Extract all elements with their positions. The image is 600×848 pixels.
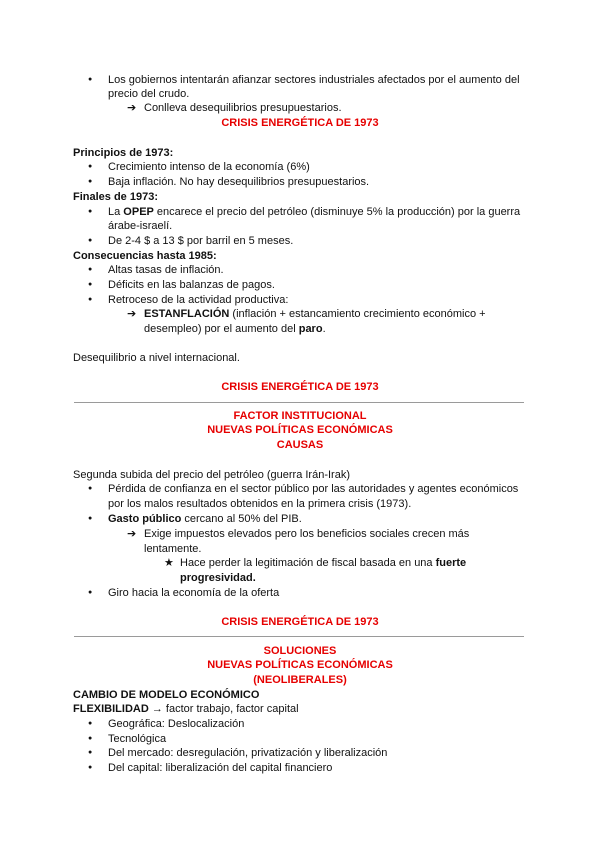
- text: → factor trabajo, factor capital: [148, 703, 299, 715]
- list-item: ● De 2-4 $ a 13 $ por barril en 5 meses.: [108, 234, 293, 248]
- text: .: [322, 323, 326, 335]
- arrow-icon: ➔: [127, 308, 137, 320]
- list-item: ● Pérdida de confianza en el sector público por las autoridades y agentes económicos: [108, 482, 518, 496]
- text: desempleo) por el aumento del: [144, 323, 299, 335]
- list-item-continuation: por los malos resultados obtenidos en la primera crisis (1973).: [108, 498, 412, 510]
- arrow-item-continuation: [144, 322, 326, 336]
- list-item: ● Retroceso de la actividad productiva:: [108, 293, 288, 307]
- list-item-continuation: precio del crudo.: [108, 88, 190, 100]
- paro-text: paro: [298, 323, 323, 335]
- list-item: ● Baja inflación. No hay desequilibrios presupuestarios.: [108, 175, 369, 189]
- estanflacion-text: ESTANFLACIÓN: [144, 308, 230, 320]
- paragraph: Segunda subida del precio del petróleo (guerra Irán-Irak): [73, 469, 350, 481]
- list-item: ● Tecnológica: [108, 732, 166, 746]
- opep-text: OPEP: [123, 206, 154, 218]
- section-title: CRISIS ENERGÉTICA DE 1973: [221, 381, 379, 393]
- star-item-continuation: progresividad.: [180, 572, 256, 584]
- principios-heading: Principios de 1973:: [73, 147, 174, 159]
- text: Hace perder la legitimación de fiscal basada en una: [180, 557, 436, 569]
- list-item: ● Del mercado: desregulación, privatización y liberalización: [108, 746, 387, 760]
- section-title: CRISIS ENERGÉTICA DE 1973: [221, 117, 379, 129]
- subtitle: CAUSAS: [276, 439, 324, 451]
- fuerte-text: fuerte: [435, 557, 467, 569]
- arrow-item-text: Exige impuestos elevados pero los beneficios sociales crecen más: [144, 528, 470, 540]
- subtitle: (NEOLIBERALES): [253, 674, 347, 686]
- subtitle: SOLUCIONES: [263, 645, 337, 657]
- section-title: CRISIS ENERGÉTICA DE 1973: [221, 616, 379, 628]
- star-icon: ★: [164, 557, 174, 569]
- text: encarece el precio del petróleo (disminuye 5% la producción) por la guerra: [153, 206, 521, 218]
- text: (inflación + estancamiento crecimiento económico +: [229, 308, 486, 320]
- list-item: ● Giro hacia la economía de la oferta: [108, 586, 279, 600]
- subtitle: FACTOR INSTITUCIONAL: [233, 410, 367, 422]
- consecuencias-heading: Consecuencias hasta 1985:: [73, 250, 217, 262]
- cambio-heading: CAMBIO DE MODELO ECONÓMICO: [73, 689, 260, 701]
- list-item: ● Crecimiento intenso de la economía (6%): [108, 160, 310, 174]
- divider: [74, 636, 524, 637]
- arrow-item-text: [144, 307, 486, 321]
- list-item-text: Los gobiernos intentarán afianzar sectores industriales afectados por el aumento del: [108, 74, 520, 86]
- star-item-text: [180, 556, 466, 570]
- divider: [74, 402, 524, 403]
- list-item: [108, 205, 520, 219]
- list-item: ● Del capital: liberalización del capital financiero: [108, 761, 332, 775]
- paragraph: Desequilibrio a nivel internacional.: [73, 352, 240, 364]
- list-item: ● Altas tasas de inflación.: [108, 263, 224, 277]
- finales-heading: Finales de 1973:: [73, 191, 158, 203]
- list-item: ● Geográfica: Deslocalización: [108, 717, 244, 731]
- arrow-item-text: Conlleva desequilibrios presupuestarios.: [144, 102, 342, 114]
- list-item: [108, 512, 302, 526]
- list-item-continuation: árabe-israelí.: [108, 220, 173, 232]
- gasto-publico-text: Gasto público: [108, 513, 182, 525]
- subtitle: NUEVAS POLÍTICAS ECONÓMICAS: [207, 424, 393, 436]
- flexibilidad-line: [73, 702, 299, 716]
- flexibilidad-text: FLEXIBILIDAD: [73, 703, 149, 715]
- list-item: [108, 73, 520, 87]
- text: La: [108, 206, 124, 218]
- text: cercano al 50% del PIB.: [181, 513, 302, 525]
- arrow-item-continuation: lentamente.: [144, 543, 202, 555]
- subtitle: NUEVAS POLÍTICAS ECONÓMICAS: [207, 659, 393, 671]
- arrow-icon: ➔: [127, 102, 137, 114]
- arrow-icon: ➔: [127, 528, 137, 540]
- list-item: ● Déficits en las balanzas de pagos.: [108, 278, 275, 292]
